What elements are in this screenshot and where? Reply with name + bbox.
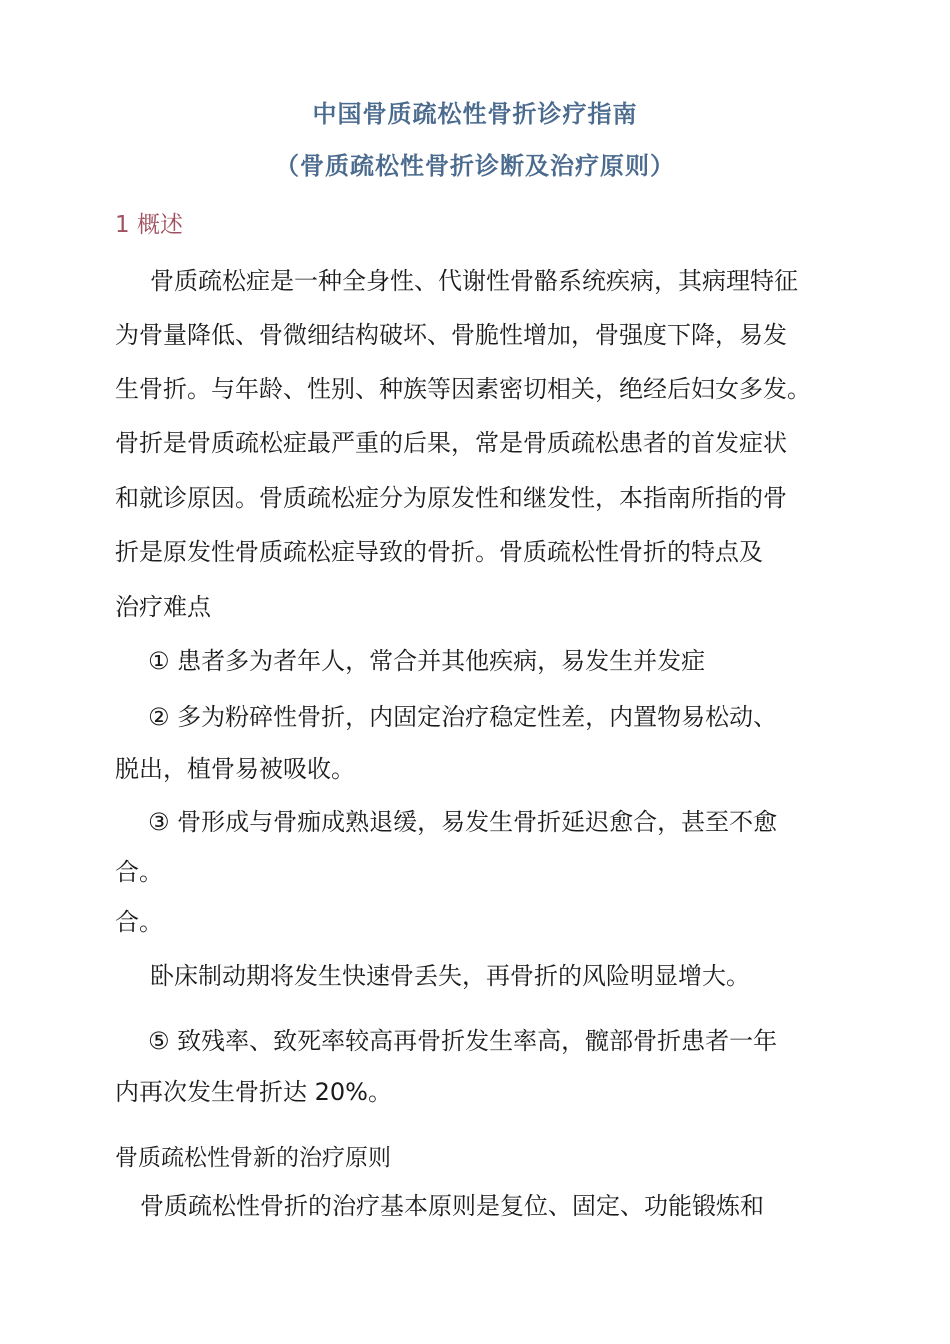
overview-line: 骨折是骨质疏松症最严重的后果，常是骨质疏松患者的首发症状 [115, 429, 787, 457]
treatment-line: 骨质疏松性骨折的治疗基本原则是复位、固定、功能锻炼和 [140, 1192, 764, 1220]
document-title: 中国骨质疏松性骨折诊疗指南 [312, 100, 638, 128]
overview-line: 生骨折。与年龄、性别、种族等因素密切相关，绝经后妇女多发。 [115, 375, 811, 403]
point-3-line-3: 合。 [115, 908, 163, 936]
point-2-line-1: ② 多为粉碎性骨折，内固定治疗稳定性差，内置物易松动、 [148, 703, 778, 731]
point-1: ① 患者多为者年人，常合并其他疾病，易发生并发症 [148, 647, 706, 675]
section-heading-overview: 1 概述 [115, 212, 183, 238]
overview-line: 折是原发性骨质疏松症导致的骨折。骨质疏松性骨折的特点及 [115, 538, 763, 566]
overview-line: 为骨量降低、骨微细结构破坏、骨脆性增加，骨强度下降，易发 [115, 321, 787, 349]
point-5-line-2: 内再次发生骨折达 20%。 [115, 1078, 392, 1106]
point-2-line-2: 脱出，植骨易被吸收。 [115, 755, 355, 783]
point-4: 卧床制动期将发生快速骨丢失，再骨折的风险明显增大。 [150, 962, 750, 990]
overview-line: 和就诊原因。骨质疏松症分为原发性和继发性，本指南所指的骨 [115, 484, 787, 512]
overview-line: 骨质疏松症是一种全身性、代谢性骨骼系统疾病，其病理特征 [150, 267, 798, 295]
point-3-line-1: ③ 骨形成与骨痂成熟退缓，易发生骨折延迟愈合，甚至不愈 [148, 808, 778, 836]
overview-line: 治疗难点 [115, 593, 211, 621]
point-5-line-1: ⑤ 致残率、致死率较高再骨折发生率高，髋部骨折患者一年 [148, 1027, 778, 1055]
treatment-heading: 骨质疏松性骨新的治疗原则 [115, 1145, 391, 1171]
point-3-line-2: 合。 [115, 858, 163, 886]
document-subtitle: （骨质疏松性骨折诊断及治疗原则） [275, 152, 675, 180]
